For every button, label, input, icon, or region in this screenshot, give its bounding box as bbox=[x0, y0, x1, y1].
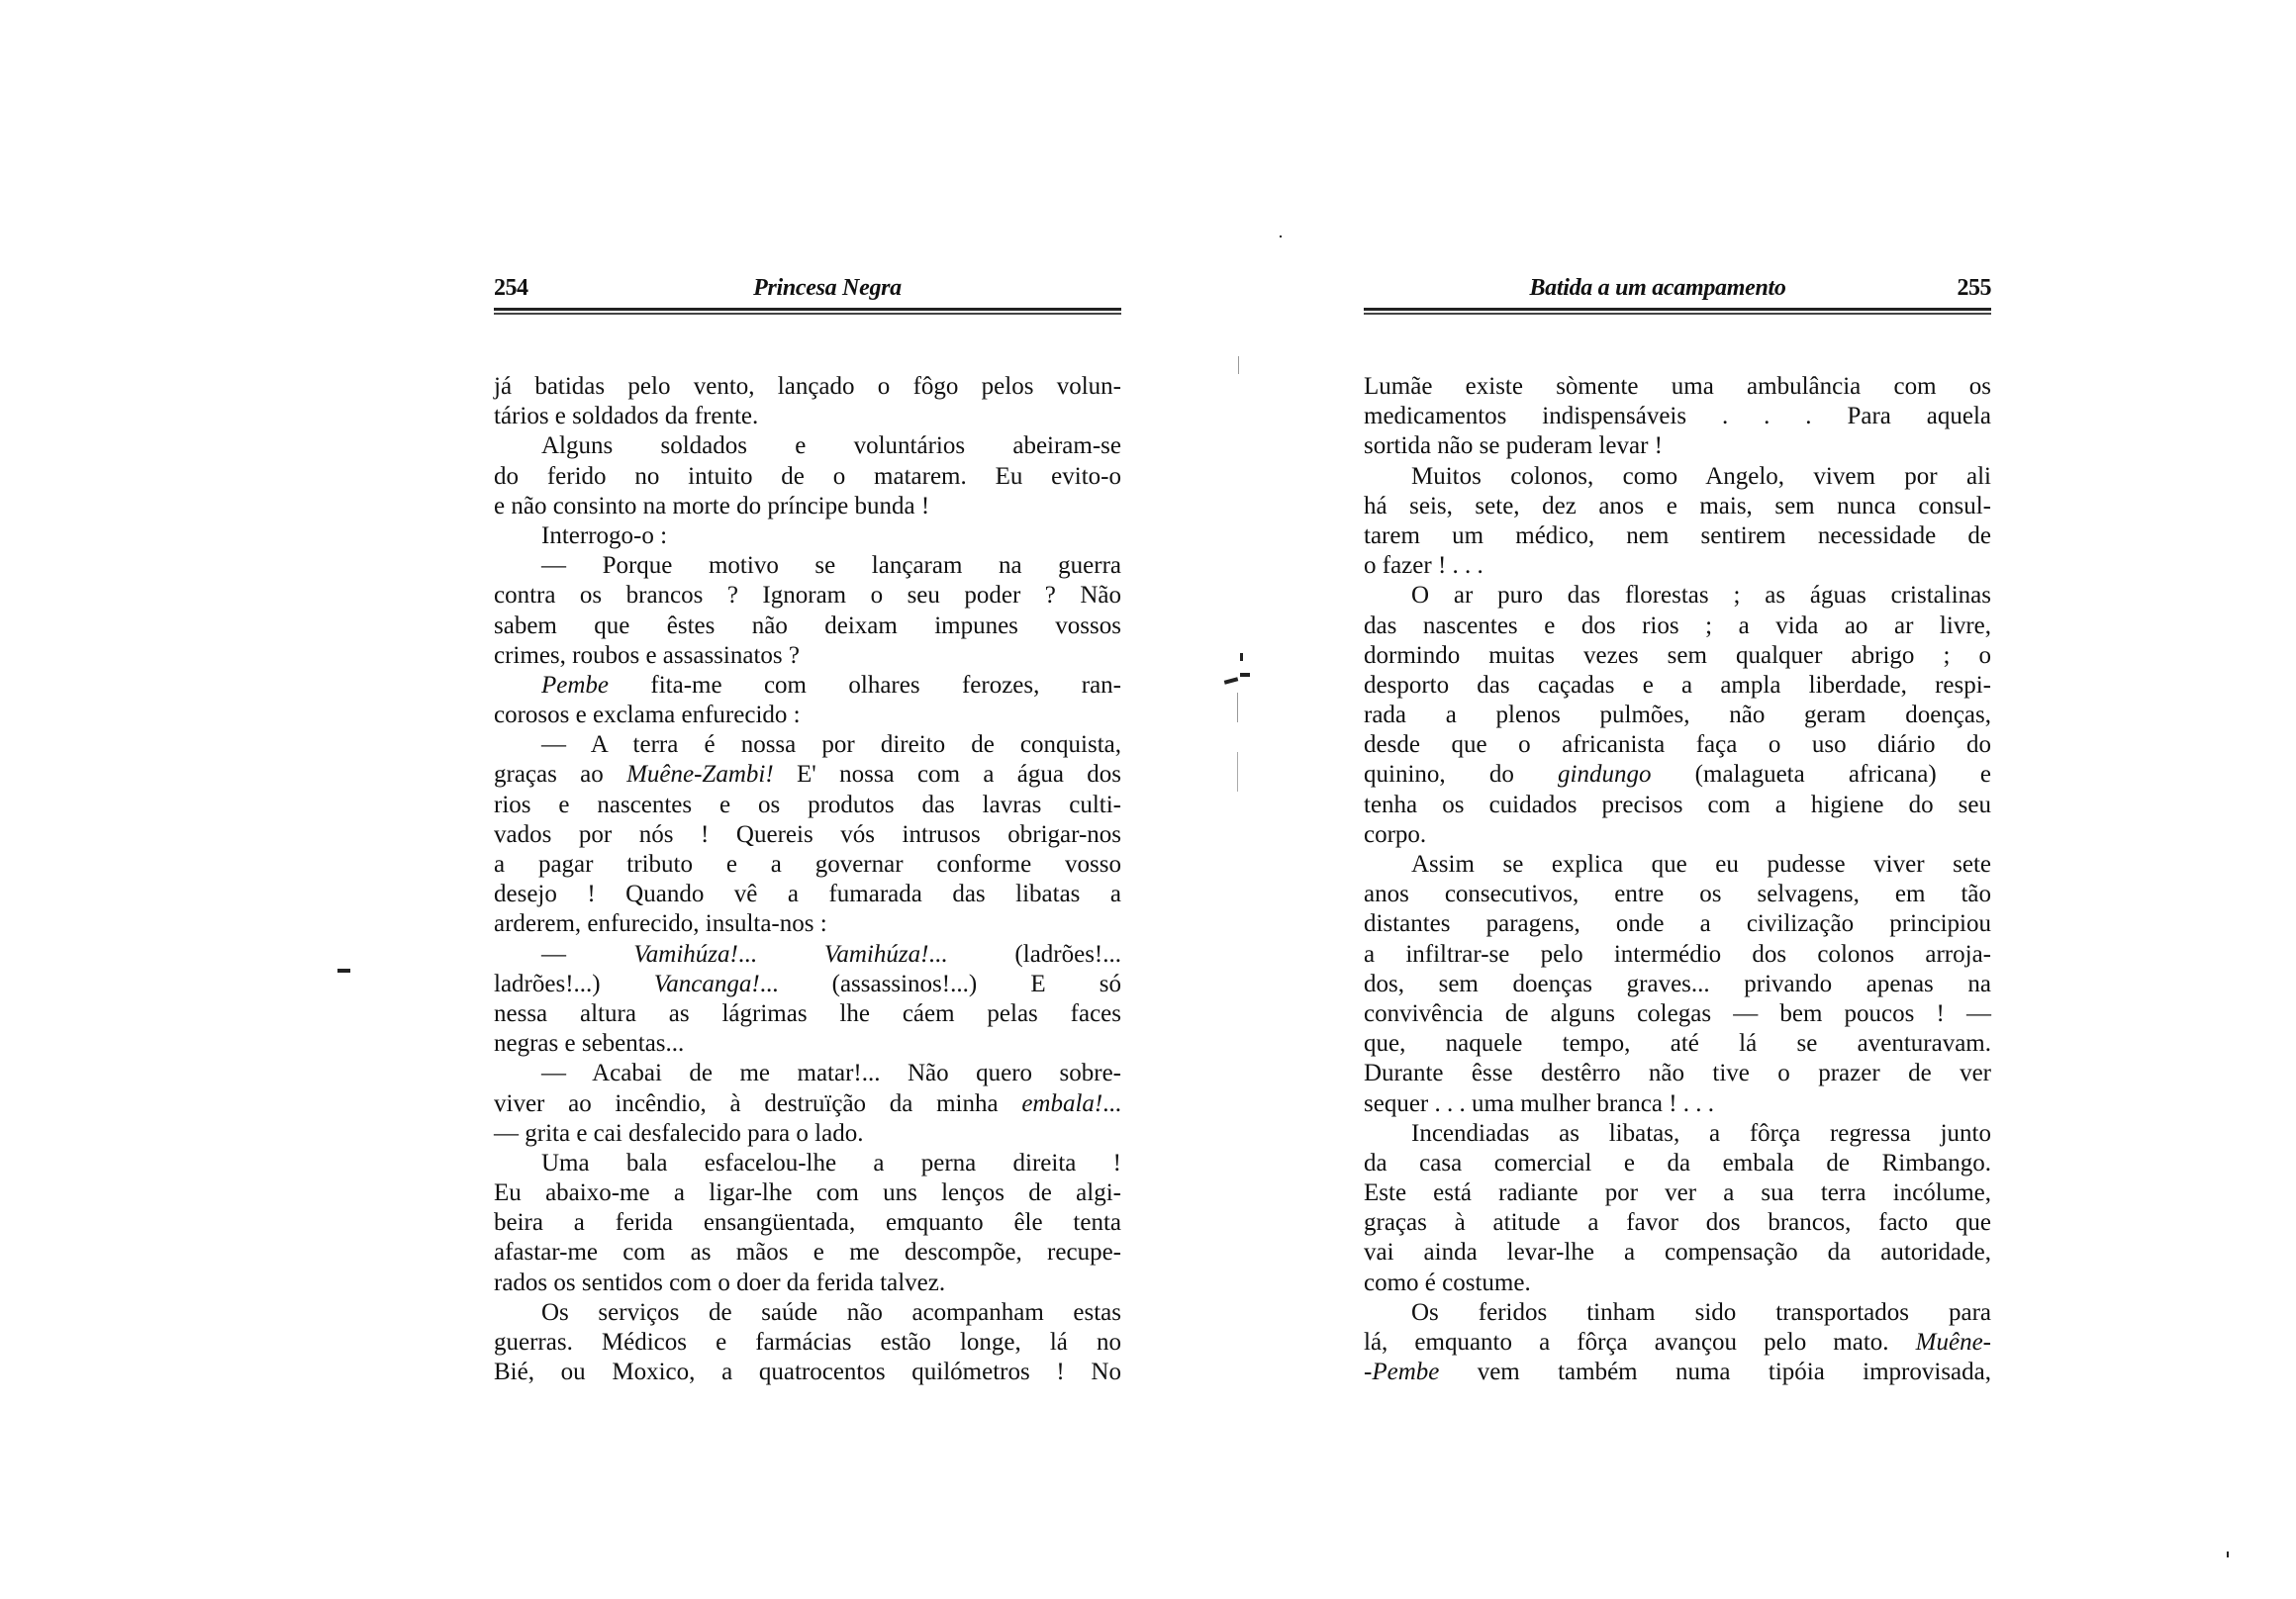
text-line: corosos e exclama enfurecido : bbox=[494, 702, 801, 729]
text-line: ladrões!...) Vancanga!... (assassinos!...) E só bbox=[494, 970, 1122, 997]
text-line: — Vamihúza!... Vamihúza!... (ladrões!... bbox=[541, 940, 1122, 968]
text-line: medicamentos indispensáveis . . . Para aquela bbox=[1364, 403, 1991, 430]
text-line: beira a ferida ensangüentada, emquanto êle tenta bbox=[494, 1209, 1121, 1237]
text-line: tenha os cuidados precisos com a higiene do seu bbox=[1364, 791, 1991, 818]
text-line: graças ao Muêne-Zambi! E' nossa com a água dos bbox=[494, 761, 1121, 789]
text-line: — Porque motivo se lançaram na guerra bbox=[541, 552, 1121, 580]
text-line: negras e sebentas... bbox=[494, 1030, 685, 1058]
scan-speck bbox=[1238, 356, 1239, 374]
text-line: viver ao incêndio, à destruïção da minha embala!... bbox=[494, 1089, 1121, 1117]
text-line: convivência de alguns colegas — bem poucos ! — bbox=[1364, 999, 1991, 1027]
scan-speck bbox=[1240, 653, 1243, 661]
text-line: o fazer ! . . . bbox=[1364, 552, 1483, 580]
text-line: vai ainda levar-lhe a compensação da autoridade, bbox=[1364, 1239, 1991, 1267]
text-line: Assim se explica que eu pudesse viver sete bbox=[1411, 851, 1991, 878]
text-line: — grita e cai desfalecido para o lado. bbox=[494, 1119, 864, 1147]
text-line: rada a plenos pulmões, não geram doenças, bbox=[1364, 702, 1991, 729]
text-line: Interrogo-o : bbox=[541, 521, 668, 549]
text-line: desporto das caçadas e a ampla liberdade, respi- bbox=[1364, 671, 1991, 699]
text-line: Muitos colonos, como Angelo, vivem por ali bbox=[1411, 462, 1991, 490]
scan-speck bbox=[1237, 693, 1238, 722]
text-line: O ar puro das florestas ; as águas cristalinas bbox=[1411, 582, 1991, 610]
rule-line-thick bbox=[1364, 308, 1991, 311]
text-line: distantes paragens, onde a civilização principiou bbox=[1364, 910, 1991, 938]
right-header-rule bbox=[1364, 308, 1991, 316]
text-line: Pembe fita-me com olhares ferozes, ran- bbox=[541, 671, 1121, 699]
right-page-body bbox=[1364, 372, 1991, 1387]
scan-speck bbox=[1240, 673, 1250, 677]
text-line: — Acabai de me matar!... Não quero sobre- bbox=[541, 1060, 1121, 1087]
text-line: corpo. bbox=[1364, 820, 1427, 848]
text-line: já batidas pelo vento, lançado o fôgo pelos volun- bbox=[494, 373, 1121, 400]
text-line: a infiltrar-se pelo intermédio dos colonos arroja- bbox=[1364, 940, 1991, 968]
text-line: rados os sentidos com o doer da ferida talvez. bbox=[494, 1269, 946, 1296]
scan-speck bbox=[1224, 677, 1239, 684]
text-line: tarem um médico, nem sentirem necessidade de bbox=[1364, 521, 1991, 549]
text-line: -Pembe vem também numa tipóia improvisada, bbox=[1364, 1359, 1991, 1386]
text-line: vados por nós ! Quereis vós intrusos obrigar-nos bbox=[494, 820, 1121, 848]
scan-speck bbox=[1237, 752, 1238, 792]
text-line: há seis, sete, dez anos e mais, sem nunca consul- bbox=[1364, 492, 1991, 519]
text-line: — A terra é nossa por direito de conquista, bbox=[541, 731, 1121, 759]
text-line: Durante êsse destêrro não tive o prazer de ver bbox=[1364, 1060, 1991, 1087]
rule-line-thin bbox=[1364, 313, 1991, 315]
text-line: nessa altura as lágrimas lhe cáem pelas faces bbox=[494, 999, 1121, 1027]
text-line: das nascentes e dos rios ; a vida ao ar livre, bbox=[1364, 611, 1991, 639]
text-line: dormindo muitas vezes sem qualquer abrigo ; o bbox=[1364, 641, 1991, 669]
text-line: Eu abaixo-me a ligar-lhe com uns lenços de algi- bbox=[494, 1179, 1121, 1207]
text-line: Alguns soldados e voluntários abeiram-se bbox=[541, 432, 1121, 460]
text-line: do ferido no intuito de o matarem. Eu evito-o bbox=[494, 462, 1121, 490]
text-line: sortida não se puderam levar ! bbox=[1364, 432, 1663, 460]
text-line: lá, emquanto a fôrça avançou pelo mato. Muêne- bbox=[1364, 1329, 1991, 1356]
text-line: desejo ! Quando vê a fumarada das libatas a bbox=[494, 881, 1121, 908]
text-line: rios e nascentes e os produtos das lavras culti- bbox=[494, 791, 1121, 818]
text-line: Os feridos tinham sido transportados para bbox=[1411, 1298, 1991, 1326]
left-page-body bbox=[494, 372, 1121, 1387]
text-line: desde que o africanista faça o uso diário do bbox=[1364, 731, 1991, 759]
left-page-header bbox=[494, 275, 1121, 305]
text-line: tários e soldados da frente. bbox=[494, 403, 759, 430]
left-header-rule bbox=[494, 308, 1121, 316]
text-line: a pagar tributo e a governar conforme vosso bbox=[494, 851, 1121, 878]
text-line: e não consinto na morte do príncipe bunda ! bbox=[494, 492, 930, 519]
left-running-title: Princesa Negra bbox=[753, 275, 902, 301]
scan-speck bbox=[2227, 1552, 2229, 1557]
text-line: Bié, ou Moxico, a quatrocentos quilómetros ! No bbox=[494, 1359, 1121, 1386]
rule-line-thin bbox=[494, 313, 1121, 315]
scan-speck bbox=[337, 969, 350, 973]
text-line: guerras. Médicos e farmácias estão longe, lá no bbox=[494, 1329, 1121, 1356]
text-line: da casa comercial e da embala de Rimbango. bbox=[1364, 1149, 1991, 1176]
text-line: graças à atitude a favor dos brancos, facto que bbox=[1364, 1209, 1991, 1237]
text-line: sequer . . . uma mulher branca ! . . . bbox=[1364, 1089, 1715, 1117]
rule-line-thick bbox=[494, 308, 1121, 311]
right-page-header bbox=[1364, 275, 1991, 305]
text-line: que, naquele tempo, até lá se aventuravam. bbox=[1364, 1030, 1991, 1058]
text-line: afastar-me com as mãos e me descompõe, recupe- bbox=[494, 1239, 1121, 1267]
text-line: crimes, roubos e assassinatos ? bbox=[494, 641, 800, 669]
right-running-title: Batida a um acampamento bbox=[1529, 275, 1786, 301]
text-line: Incendiadas as libatas, a fôrça regressa junto bbox=[1411, 1119, 1991, 1147]
text-line: sabem que êstes não deixam impunes vossos bbox=[494, 611, 1121, 639]
text-line: Os serviços de saúde não acompanham estas bbox=[541, 1298, 1121, 1326]
text-line: quinino, do gindungo (malagueta africana) e bbox=[1364, 761, 1991, 789]
text-line: dos, sem doenças graves... privando apenas na bbox=[1364, 970, 1991, 997]
text-line: Lumãe existe sòmente uma ambulância com os bbox=[1364, 373, 1991, 400]
text-line: arderem, enfurecido, insulta-nos : bbox=[494, 910, 827, 938]
left-page-number: 254 bbox=[494, 275, 528, 301]
scan-speck bbox=[1280, 235, 1282, 237]
text-line: contra os brancos ? Ignoram o seu poder ? Não bbox=[494, 582, 1121, 610]
text-line: Uma bala esfacelou-lhe a perna direita ! bbox=[541, 1149, 1121, 1176]
text-line: Este está radiante por ver a sua terra incólume, bbox=[1364, 1179, 1991, 1207]
text-line: como é costume. bbox=[1364, 1269, 1531, 1296]
right-page-number: 255 bbox=[1957, 275, 1991, 301]
text-line: anos consecutivos, entre os selvagens, em tão bbox=[1364, 881, 1991, 908]
